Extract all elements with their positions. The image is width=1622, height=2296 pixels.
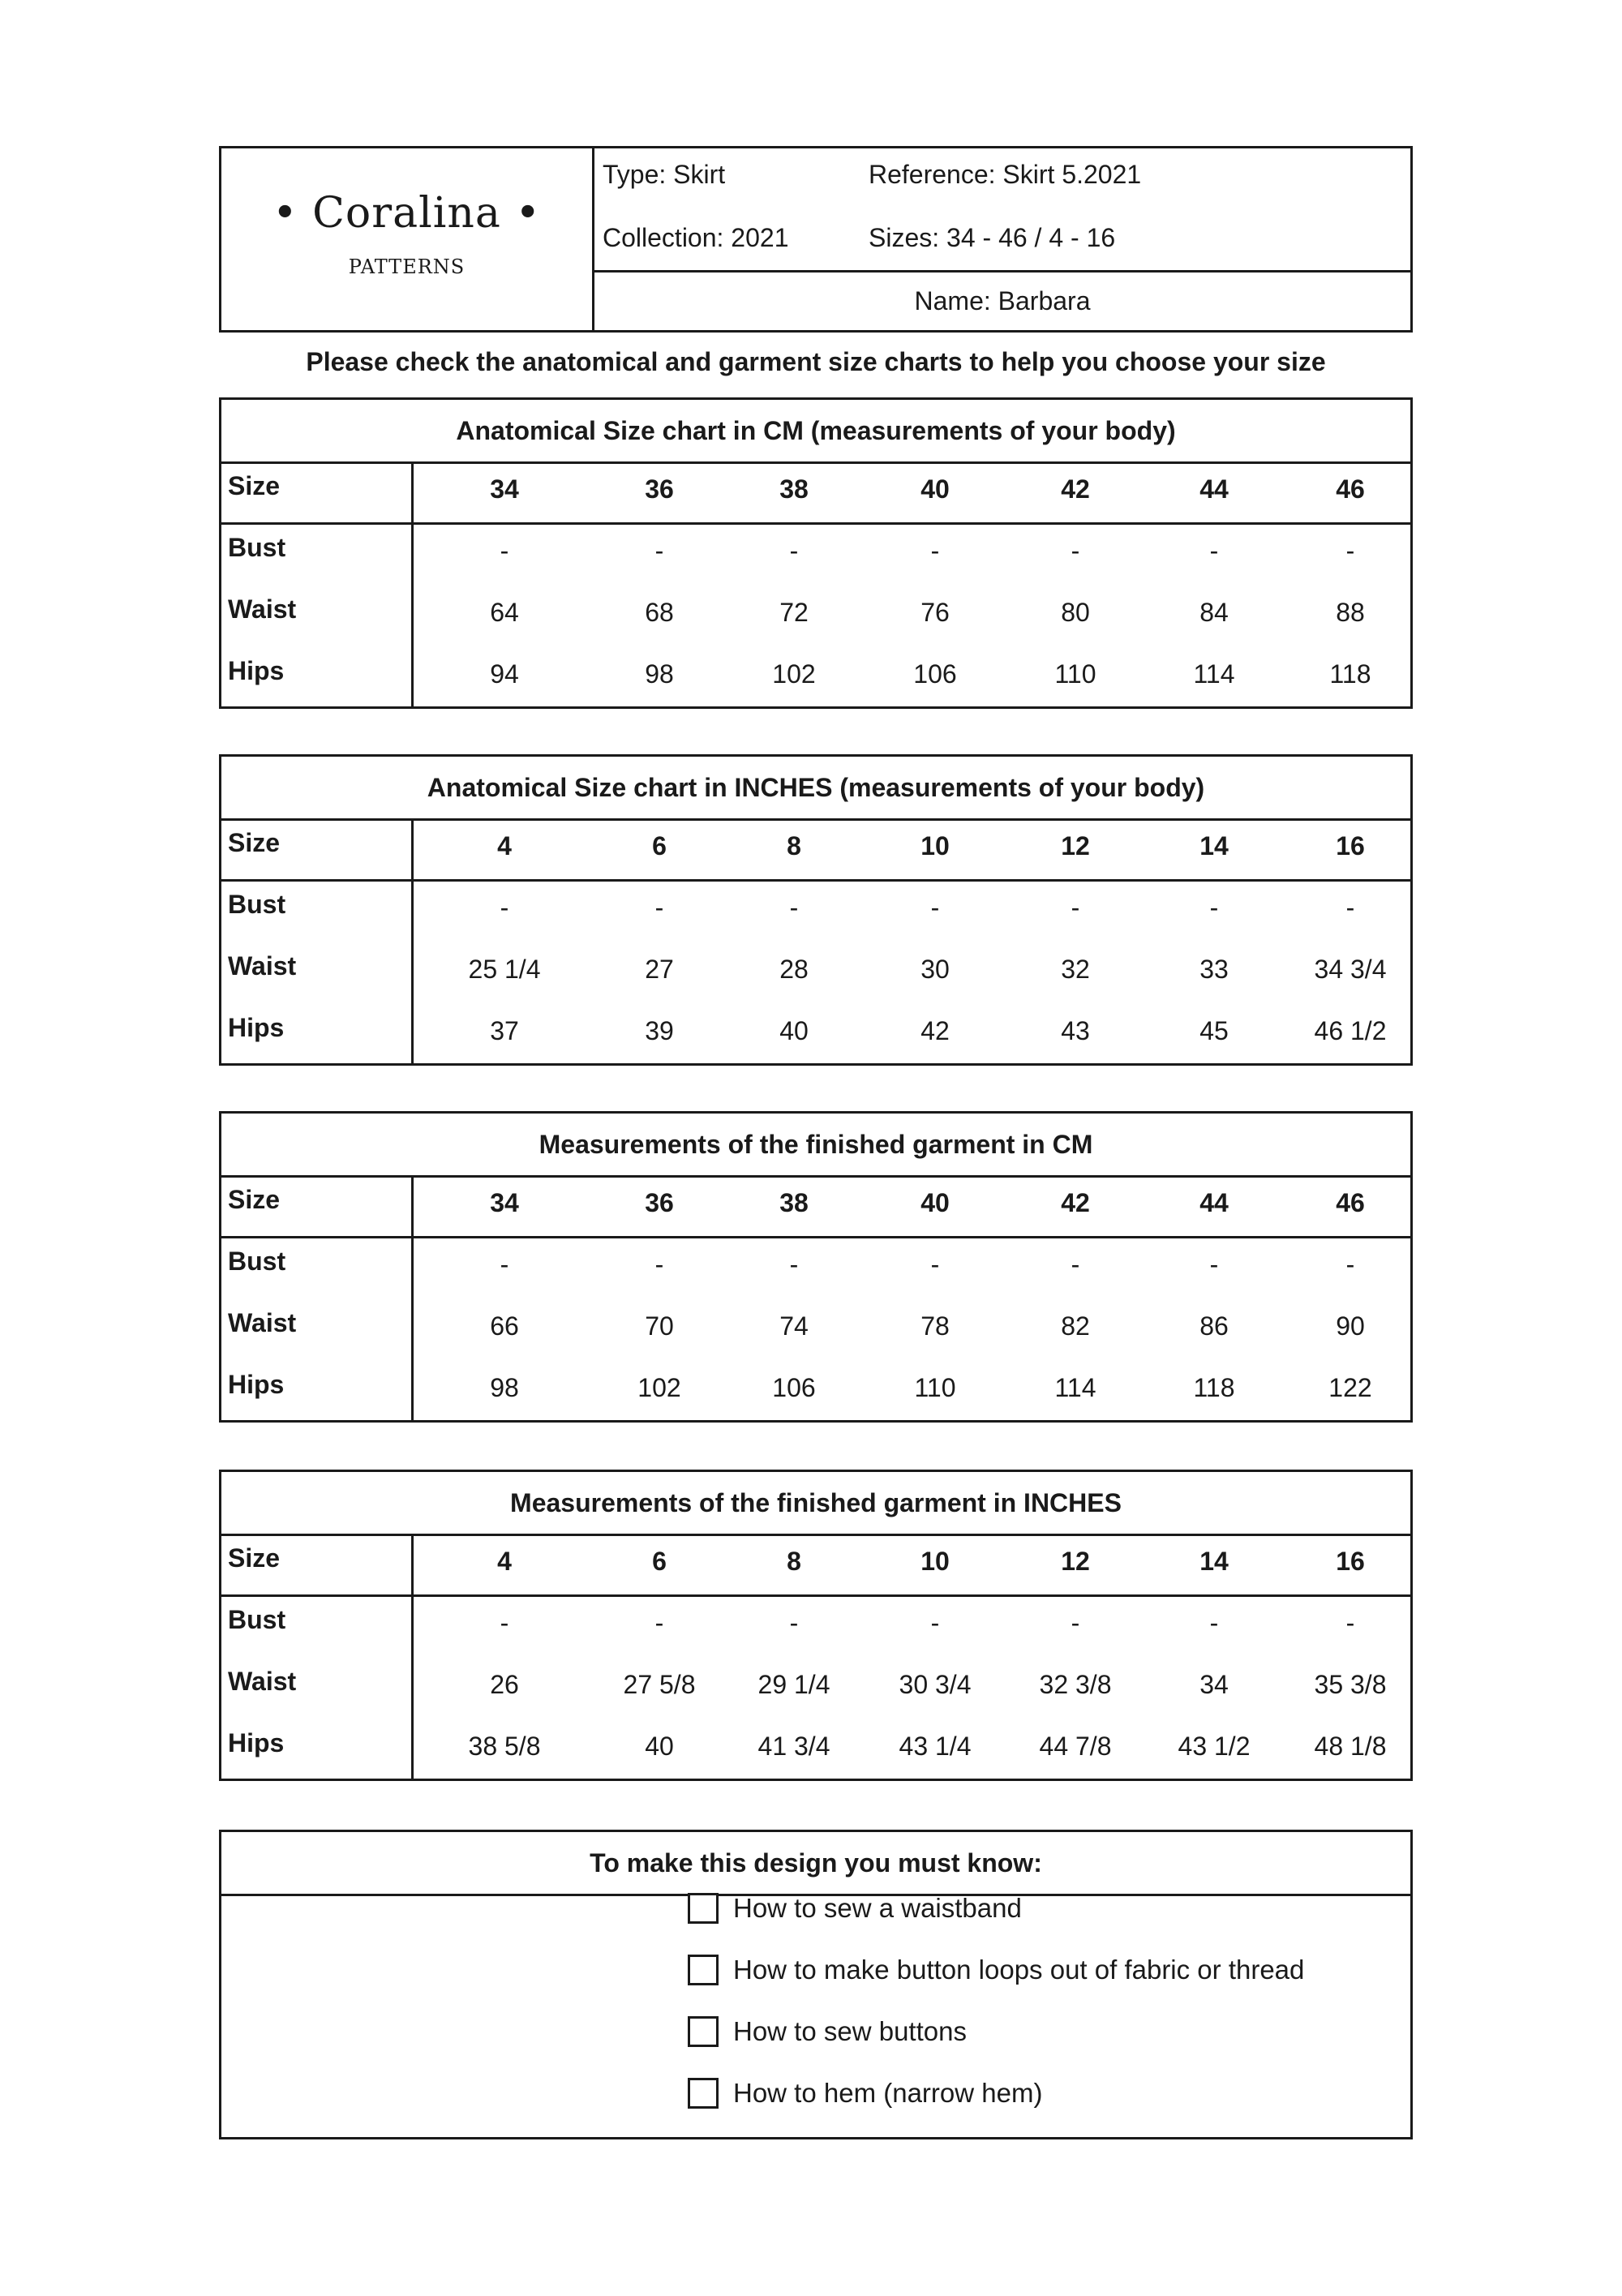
pattern-reference: Reference: Skirt 5.2021 (869, 160, 1142, 189)
measurement-cell: - (1209, 893, 1219, 922)
size-row-divider (221, 1594, 1410, 1597)
size-header-cell: 14 (1199, 831, 1229, 860)
row-label-hips: Hips (228, 1728, 285, 1757)
measurement-cell: 34 3/4 (1314, 955, 1387, 984)
size-table-title: Anatomical Size chart in CM (measurements of your body) (221, 400, 1410, 464)
skill-checkbox[interactable] (688, 1955, 719, 1985)
measurement-cell: 46 1/2 (1314, 1016, 1387, 1045)
skill-item (688, 2075, 1042, 2111)
measurement-cell: - (1209, 1608, 1219, 1637)
row-label-bust: Bust (228, 1605, 286, 1634)
size-header-cell: 6 (652, 831, 667, 860)
measurement-cell: 44 7/8 (1039, 1732, 1112, 1761)
measurement-cell: 26 (490, 1670, 519, 1699)
measurement-cell: - (1071, 536, 1080, 565)
measurement-cell: - (930, 1608, 940, 1637)
row-label-waist: Waist (228, 1667, 297, 1696)
measurement-cell: 106 (913, 659, 957, 689)
label-column-divider (411, 818, 414, 1063)
measurement-cell: - (1209, 1250, 1219, 1279)
row-label-waist: Waist (228, 1308, 297, 1337)
measurement-cell: 72 (779, 598, 809, 627)
measurement-cell: 102 (772, 659, 816, 689)
measurement-cell: - (1345, 1250, 1355, 1279)
measurement-cell: - (1071, 893, 1080, 922)
skill-checkbox[interactable] (688, 2016, 719, 2047)
measurement-cell: 28 (779, 955, 809, 984)
measurement-cell: 34 (1199, 1670, 1229, 1699)
pattern-type: Type: Skirt (603, 160, 726, 189)
measurement-cell: 66 (490, 1311, 519, 1341)
measurement-cell: - (500, 1608, 509, 1637)
measurement-cell: - (930, 1250, 940, 1279)
measurement-cell: - (654, 1608, 664, 1637)
measurement-cell: 35 3/8 (1314, 1670, 1387, 1699)
label-column-divider (411, 1534, 414, 1779)
size-header-cell: 4 (497, 1547, 512, 1576)
row-label-size: Size (228, 471, 281, 500)
row-label-bust: Bust (228, 1247, 286, 1276)
brand-logo-subtitle: PATTERNS (348, 255, 466, 278)
pattern-header (219, 146, 1413, 333)
row-label-hips: Hips (228, 1013, 285, 1042)
required-skills-title: To make this design you must know: (221, 1832, 1410, 1896)
skill-item (688, 1952, 1304, 1988)
measurement-cell: 114 (1054, 1373, 1096, 1402)
size-row-divider (221, 879, 1410, 882)
brand-logo-name: • Coralina • (272, 189, 542, 238)
measurement-cell: - (1071, 1250, 1080, 1279)
pattern-collection: Collection: 2021 (603, 223, 789, 252)
measurement-cell: - (789, 536, 799, 565)
row-label-size: Size (228, 1185, 281, 1214)
label-column-divider (411, 1175, 414, 1420)
measurement-cell: - (654, 1250, 664, 1279)
pattern-sizes: Sizes: 34 - 46 / 4 - 16 (869, 223, 1116, 252)
skill-checkbox[interactable] (688, 2078, 719, 2109)
size-header-cell: 40 (920, 1188, 950, 1217)
size-header-cell: 6 (652, 1547, 667, 1576)
measurement-cell: - (789, 893, 799, 922)
measurement-cell: 27 (645, 955, 674, 984)
size-header-cell: 8 (787, 1547, 801, 1576)
size-header-cell: 44 (1199, 1188, 1229, 1217)
measurement-cell: - (789, 1608, 799, 1637)
measurement-cell: 25 1/4 (468, 955, 541, 984)
measurement-cell: 78 (920, 1311, 950, 1341)
size-header-cell: 14 (1199, 1547, 1229, 1576)
measurement-cell: 33 (1199, 955, 1229, 984)
measurement-cell: - (500, 1250, 509, 1279)
measurement-cell: 82 (1061, 1311, 1090, 1341)
measurement-cell: 48 1/8 (1314, 1732, 1387, 1761)
measurement-cell: 70 (645, 1311, 674, 1341)
skill-checkbox[interactable] (688, 1893, 719, 1924)
measurement-cell: 110 (914, 1373, 956, 1402)
measurement-cell: - (1345, 536, 1355, 565)
size-header-cell: 10 (920, 831, 950, 860)
size-header-cell: 40 (920, 474, 950, 504)
size-row-divider (221, 522, 1410, 525)
size-header-cell: 36 (645, 1188, 674, 1217)
measurement-cell: 30 (920, 955, 950, 984)
measurement-cell: 118 (1193, 1373, 1235, 1402)
required-skills-box (219, 1830, 1413, 2139)
measurement-cell: - (930, 536, 940, 565)
measurement-cell: - (654, 893, 664, 922)
size-table-title: Anatomical Size chart in INCHES (measurements of your body) (221, 757, 1410, 821)
skill-label: How to sew buttons (733, 2016, 967, 2046)
size-chart-intro: Please check the anatomical and garment size charts to help you choose your size (306, 347, 1326, 376)
measurement-cell: 40 (645, 1732, 674, 1761)
measurement-cell: - (1209, 536, 1219, 565)
size-header-cell: 10 (920, 1547, 950, 1576)
measurement-cell: 43 (1061, 1016, 1090, 1045)
row-label-waist: Waist (228, 594, 297, 624)
measurement-cell: 41 3/4 (757, 1732, 830, 1761)
row-label-size: Size (228, 1543, 281, 1573)
row-label-size: Size (228, 828, 281, 857)
measurement-cell: 43 1/4 (899, 1732, 972, 1761)
size-header-cell: 34 (490, 474, 519, 504)
size-header-cell: 46 (1336, 1188, 1365, 1217)
label-column-divider (411, 461, 414, 706)
size-header-cell: 46 (1336, 474, 1365, 504)
row-label-bust: Bust (228, 890, 286, 919)
measurement-cell: - (1071, 1608, 1080, 1637)
measurement-cell: 118 (1329, 659, 1371, 689)
skill-label: How to hem (narrow hem) (733, 2078, 1043, 2108)
measurement-cell: 64 (490, 598, 519, 627)
measurement-cell: 27 5/8 (623, 1670, 696, 1699)
measurement-cell: 98 (490, 1373, 519, 1402)
size-table (219, 1111, 1413, 1423)
measurement-cell: 30 3/4 (899, 1670, 972, 1699)
measurement-cell: - (1345, 1608, 1355, 1637)
measurement-cell: - (1345, 893, 1355, 922)
measurement-cell: 42 (920, 1016, 950, 1045)
measurement-cell: 68 (645, 598, 674, 627)
row-label-bust: Bust (228, 533, 286, 562)
measurement-cell: 90 (1336, 1311, 1365, 1341)
pattern-name: Name: Barbara (914, 286, 1091, 315)
measurement-cell: 94 (490, 659, 519, 689)
size-header-cell: 4 (497, 831, 512, 860)
row-label-waist: Waist (228, 951, 297, 981)
size-header-cell: 12 (1061, 1547, 1090, 1576)
row-label-hips: Hips (228, 656, 285, 685)
measurement-cell: 122 (1328, 1373, 1372, 1402)
skill-item (688, 2014, 967, 2049)
brand-block (221, 148, 594, 330)
size-header-cell: 44 (1199, 474, 1229, 504)
measurement-cell: 106 (772, 1373, 816, 1402)
measurement-cell: - (500, 893, 509, 922)
size-header-cell: 16 (1336, 831, 1365, 860)
measurement-cell: 39 (645, 1016, 674, 1045)
measurement-cell: 80 (1061, 598, 1090, 627)
measurement-cell: 84 (1199, 598, 1229, 627)
measurement-cell: - (789, 1250, 799, 1279)
measurement-cell: 102 (637, 1373, 681, 1402)
row-label-hips: Hips (228, 1370, 285, 1399)
skill-item (688, 1890, 1022, 1926)
measurement-cell: 88 (1336, 598, 1365, 627)
measurement-cell: 86 (1199, 1311, 1229, 1341)
measurement-cell: - (654, 536, 664, 565)
measurement-cell: 74 (779, 1311, 809, 1341)
size-header-cell: 34 (490, 1188, 519, 1217)
size-header-cell: 38 (779, 1188, 809, 1217)
size-table (219, 397, 1413, 709)
size-header-cell: 36 (645, 474, 674, 504)
measurement-cell: - (500, 536, 509, 565)
measurement-cell: 32 3/8 (1039, 1670, 1112, 1699)
size-table-title: Measurements of the finished garment in CM (221, 1114, 1410, 1178)
measurement-cell: 43 1/2 (1178, 1732, 1251, 1761)
measurement-cell: 114 (1193, 659, 1235, 689)
measurement-cell: 98 (645, 659, 674, 689)
size-header-cell: 8 (787, 831, 801, 860)
measurement-cell: 45 (1199, 1016, 1229, 1045)
measurement-cell: 110 (1054, 659, 1096, 689)
measurement-cell: 29 1/4 (757, 1670, 830, 1699)
measurement-cell: 38 5/8 (468, 1732, 541, 1761)
size-table (219, 1470, 1413, 1781)
measurement-cell: 32 (1061, 955, 1090, 984)
measurement-cell: 37 (490, 1016, 519, 1045)
size-header-cell: 42 (1061, 1188, 1090, 1217)
size-header-cell: 42 (1061, 474, 1090, 504)
size-header-cell: 16 (1336, 1547, 1365, 1576)
size-table (219, 754, 1413, 1066)
skill-label: How to sew a waistband (733, 1893, 1022, 1923)
measurement-cell: 40 (779, 1016, 809, 1045)
skill-label: How to make button loops out of fabric or thread (733, 1955, 1305, 1985)
size-table-title: Measurements of the finished garment in INCHES (221, 1472, 1410, 1536)
measurement-cell: - (930, 893, 940, 922)
size-header-cell: 12 (1061, 831, 1090, 860)
size-header-cell: 38 (779, 474, 809, 504)
measurement-cell: 76 (920, 598, 950, 627)
size-row-divider (221, 1236, 1410, 1238)
